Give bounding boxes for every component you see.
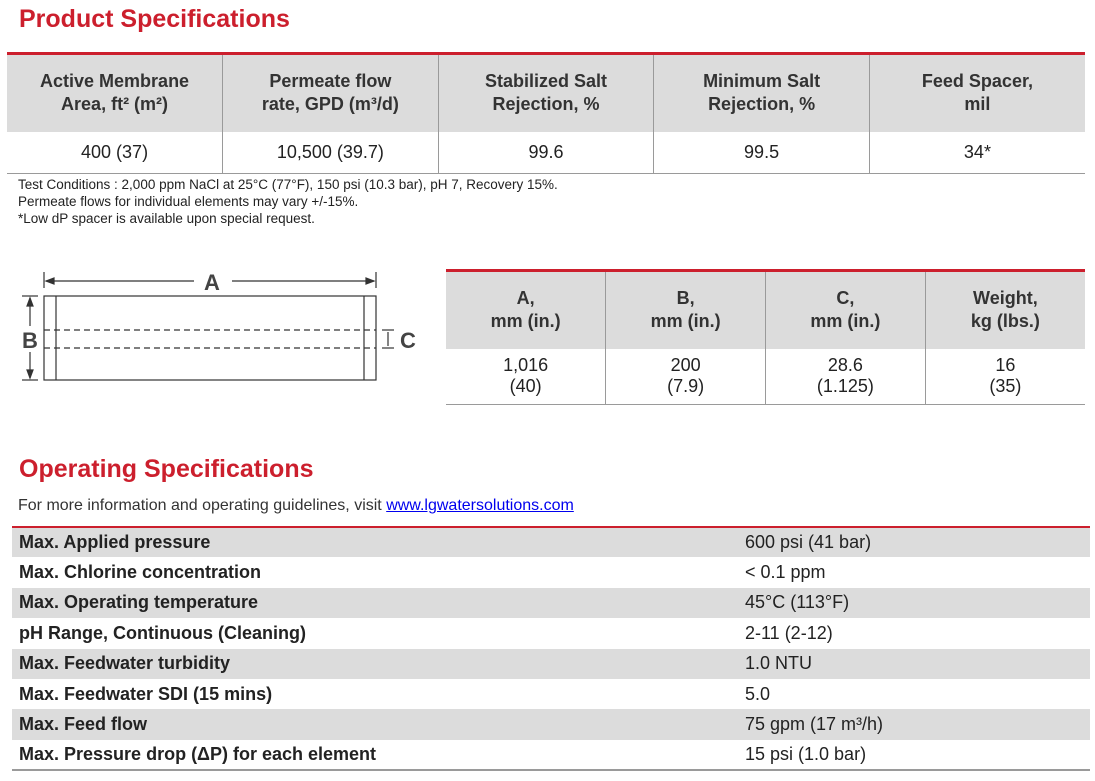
param-label: Max. Feedwater turbidity	[12, 649, 738, 679]
param-value: 15 psi (1.0 bar)	[738, 740, 1090, 770]
param-value: 5.0	[745, 683, 771, 704]
header-feed-spacer: Feed Spacer, mil	[869, 54, 1085, 132]
header-permeate-flow: Permeate flow rate, GPD (m³/d)	[223, 54, 439, 132]
header-stabilized-rejection: Stabilized Salt Rejection, %	[438, 54, 654, 132]
note-line: Permeate flows for individual elements may vary +/-15%.	[18, 194, 359, 209]
value-dim-a: 1,016 (40)	[446, 349, 606, 405]
param-value: 2-11 (2-12)	[745, 622, 833, 643]
value-minimum-rejection: 99.5	[654, 132, 870, 174]
element-dimension-diagram	[14, 262, 434, 392]
dimension-value-row	[446, 349, 1085, 405]
value-feed-spacer: 34*	[869, 132, 1085, 174]
table-row	[12, 740, 1090, 770]
value-dim-c: 28.6 (1.125)	[766, 349, 926, 405]
param-value: 45°C (113°F)	[738, 588, 1090, 618]
table-row	[12, 557, 1090, 587]
website-link[interactable]: www.lgwatersolutions.com	[386, 497, 574, 514]
param-label: Max. Chlorine concentration	[19, 562, 262, 583]
table-row	[12, 527, 1090, 557]
param-value: 1.0 NTU	[738, 649, 1090, 679]
test-conditions-notes	[18, 176, 558, 227]
param-value: 75 gpm (17 m³/h)	[738, 709, 1090, 739]
header-dim-b: B, mm (in.)	[606, 271, 766, 349]
dimension-header-row	[446, 271, 1085, 349]
header-minimum-rejection: Minimum Salt Rejection, %	[654, 54, 870, 132]
param-value: < 0.1 ppm	[745, 562, 826, 583]
param-label: pH Range, Continuous (Cleaning)	[19, 622, 306, 643]
table-row	[12, 618, 1090, 648]
product-spec-header-row	[7, 54, 1085, 132]
param-label: Max. Operating temperature	[12, 588, 738, 618]
note-line: *Low dP spacer is available upon special request.	[18, 211, 315, 226]
value-permeate-flow: 10,500 (39.7)	[223, 132, 439, 174]
operating-spec-table	[12, 526, 1090, 771]
product-specifications-title: Product Specifications	[19, 5, 290, 33]
header-dim-c: C, mm (in.)	[766, 271, 926, 349]
header-membrane-area: Active Membrane Area, ft² (m²)	[7, 54, 223, 132]
table-row	[12, 649, 1090, 679]
table-row	[12, 709, 1090, 739]
product-spec-table	[7, 52, 1085, 174]
table-row	[12, 588, 1090, 618]
value-dim-b: 200 (7.9)	[606, 349, 766, 405]
param-value: 600 psi (41 bar)	[738, 527, 1090, 557]
value-stabilized-rejection: 99.6	[438, 132, 654, 174]
param-label: Max. Pressure drop (ΔP) for each element	[12, 740, 738, 770]
param-label: Max. Feed flow	[12, 709, 738, 739]
value-weight: 16 (35)	[925, 349, 1085, 405]
diagram-label-c: C	[400, 328, 416, 353]
dimension-table	[446, 269, 1085, 405]
operating-intro	[18, 497, 574, 515]
note-line: Test Conditions : 2,000 ppm NaCl at 25°C (77°F), 150 psi (10.3 bar), pH 7, Recovery 15%.	[18, 177, 558, 192]
param-label: Max. Feedwater SDI (15 mins)	[19, 683, 273, 704]
product-spec-value-row	[7, 132, 1085, 174]
operating-specifications-title: Operating Specifications	[19, 455, 314, 483]
diagram-label-a: A	[204, 270, 220, 295]
param-label: Max. Applied pressure	[12, 527, 738, 557]
operating-intro-text: For more information and operating guidelines, visit	[18, 497, 387, 514]
header-dim-a: A, mm (in.)	[446, 271, 606, 349]
value-membrane-area: 400 (37)	[7, 132, 223, 174]
table-row	[12, 679, 1090, 709]
header-weight: Weight, kg (lbs.)	[925, 271, 1085, 349]
diagram-label-b: B	[22, 328, 38, 353]
